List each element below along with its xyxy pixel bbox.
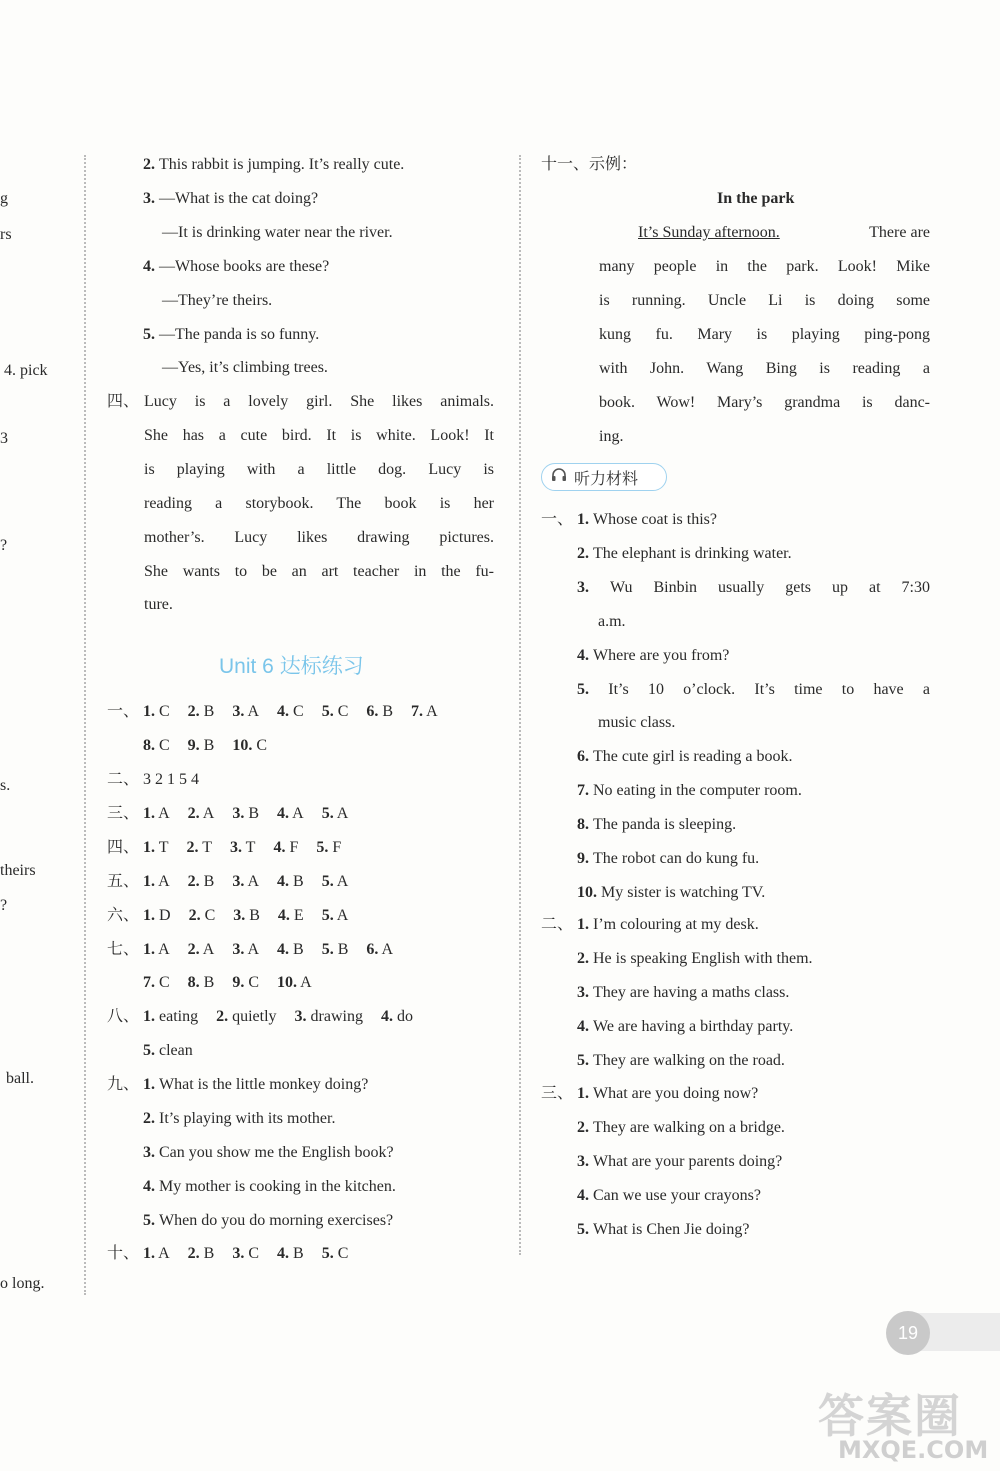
answer-item: 3. drawing xyxy=(294,1008,363,1025)
listen1-line xyxy=(577,543,792,565)
answer-item: 10. A xyxy=(277,974,312,991)
left-fragment: ? xyxy=(0,897,8,914)
answer-item-num: 6. xyxy=(366,703,379,720)
listen1-num: 5. xyxy=(577,680,609,698)
part9-line-num: 4. xyxy=(143,1177,159,1195)
answer-item-num: 5. xyxy=(143,1042,155,1059)
answer-item-num: 3. xyxy=(233,907,246,924)
answer-item-num: 4. xyxy=(380,1008,393,1025)
answer-row xyxy=(143,1006,413,1028)
part9-line-num: 3. xyxy=(143,1143,159,1161)
answer-item: 5. A xyxy=(321,805,349,822)
answer-item: 4. B xyxy=(277,1245,304,1262)
answer-item: 1. A xyxy=(143,941,170,958)
answer-item: 4. E xyxy=(277,907,304,924)
answer-item: 2. T xyxy=(186,839,212,856)
answer-item-num: 7. xyxy=(143,974,155,991)
watermark-sub: MXQE.COM xyxy=(838,1436,989,1464)
listen2-num: 3. xyxy=(577,983,593,1001)
part9-line xyxy=(143,1108,335,1130)
answer-item-num: 4. xyxy=(277,703,290,720)
answer-item: 7. A xyxy=(411,703,438,720)
answer-row-label: 二、 xyxy=(107,771,140,788)
listen1-text: It’s 10 o’clock. It’s time to have a xyxy=(608,680,930,698)
answer-row xyxy=(143,837,341,859)
listen1-text: The robot can do kung fu. xyxy=(593,850,760,867)
answer-item-num: 2. xyxy=(187,805,200,822)
part9-line-num: 2. xyxy=(143,1109,159,1127)
listen1-num: 4. xyxy=(577,646,593,664)
part3-line-text: —They’re theirs. xyxy=(162,291,273,309)
answer-item: 5. A xyxy=(321,873,349,890)
part3-line xyxy=(143,324,319,346)
answer-row xyxy=(143,701,438,723)
answer-item: 4. F xyxy=(273,839,299,856)
answer-row xyxy=(143,905,348,927)
listen3-line xyxy=(577,1151,782,1173)
listen1-text: The cute girl is reading a book. xyxy=(593,748,793,766)
watermark-logo xyxy=(810,1380,1000,1471)
listen1-text: a.m. xyxy=(598,612,626,630)
listen3-text: What are you doing now? xyxy=(593,1085,759,1102)
listen1-line xyxy=(577,679,930,701)
answer-item-num: 3. xyxy=(232,805,245,822)
answer-item: 3. C xyxy=(232,1245,260,1262)
part9-line-text: My mother is cooking in the kitchen. xyxy=(159,1177,396,1195)
answer-item: 6. A xyxy=(366,941,394,958)
answer-item-num: 7. xyxy=(411,703,424,720)
listen1-line xyxy=(577,882,765,904)
part3-line xyxy=(162,290,272,312)
listen1-text: music class. xyxy=(598,714,676,732)
answer-item: 1. A xyxy=(143,1245,170,1262)
answer-item: 3. A xyxy=(232,941,260,958)
listen1-line xyxy=(577,645,729,667)
answer-item-num: 2. xyxy=(187,941,200,958)
watermark-main: 答案圈 xyxy=(818,1389,962,1443)
answer-item: 1. C xyxy=(143,703,170,720)
listen1-text: No eating in the computer room. xyxy=(593,782,802,800)
left-fragment: o long. xyxy=(0,1275,45,1292)
listen2-num: 2. xyxy=(577,949,593,967)
essay-line: kung fu. Mary is playing ping-pong xyxy=(599,325,930,343)
left-fragment: g xyxy=(0,190,8,207)
answer-item-num: 2. xyxy=(186,839,199,856)
part3-line xyxy=(143,154,404,176)
answer-item: 2. C xyxy=(188,907,216,924)
answer-item: 3 2 1 5 4 xyxy=(143,771,199,788)
part9-line-text: Can you show me the English book? xyxy=(159,1143,394,1161)
listen2-line xyxy=(577,982,789,1004)
answer-item-num: 5. xyxy=(321,873,334,890)
part3-line-text: —Yes, it’s climbing trees. xyxy=(162,359,328,377)
essay-line: with John. Wang Bing is reading a xyxy=(599,359,930,377)
answer-item-num: 3. xyxy=(232,941,245,958)
part3-line xyxy=(143,256,329,278)
listen3-num: 5. xyxy=(577,1220,593,1238)
listen2-num: 5. xyxy=(577,1051,593,1069)
answer-row-label: 四、 xyxy=(107,839,140,856)
listening-material-label: 听力材料 xyxy=(574,468,639,488)
column-divider-left xyxy=(84,155,86,1295)
listen1-num: 7. xyxy=(577,782,593,800)
answer-item-num: 1. xyxy=(143,839,155,856)
answer-item: 4. B xyxy=(277,941,304,958)
answer-item-num: 4. xyxy=(277,805,290,822)
answer-item-num: 5. xyxy=(321,1245,334,1262)
listen2-num: 4. xyxy=(577,1017,593,1035)
answer-item: 4. C xyxy=(277,703,304,720)
listen1-text: The panda is sleeping. xyxy=(593,816,737,834)
listen2-text: We are having a birthday party. xyxy=(593,1017,794,1035)
listen3-num: 1. xyxy=(577,1085,593,1102)
answer-item-num: 4. xyxy=(273,839,286,856)
left-fragment: 3 xyxy=(0,430,8,447)
answer-item: 3. B xyxy=(232,805,260,822)
answer-item: 7. C xyxy=(143,974,170,991)
listen3-num: 3. xyxy=(577,1152,593,1170)
listen2-label: 二、 xyxy=(541,916,574,933)
listen2-text: They are having a maths class. xyxy=(593,983,790,1001)
listen1-line xyxy=(577,746,793,768)
answer-item-num: 2. xyxy=(187,703,200,720)
listen3-line xyxy=(577,1083,758,1105)
answer-row xyxy=(143,803,348,825)
page-number: 19 xyxy=(886,1311,930,1355)
listen2-text: They are walking on the road. xyxy=(593,1051,785,1069)
answer-item: 3. A xyxy=(232,703,260,720)
left-fragment: rs xyxy=(0,226,12,243)
answer-item-num: 1. xyxy=(143,1245,155,1262)
answer-item: 8. B xyxy=(187,974,215,991)
answer-item-num: 2. xyxy=(187,1245,200,1262)
listen1-num: 10. xyxy=(577,883,601,901)
listen1-text: Whose coat is this? xyxy=(593,511,717,528)
part4-label: 四、 xyxy=(107,393,140,410)
answer-item-num: 3. xyxy=(229,839,242,856)
answer-item: 3. T xyxy=(229,839,256,856)
listen1-text: Where are you from? xyxy=(593,646,730,664)
answer-item-num: 3. xyxy=(294,1008,307,1025)
answer-row xyxy=(143,1040,193,1062)
part3-line-num: 3. xyxy=(143,189,159,207)
unit-6-title: Unit 6 达标练习 xyxy=(219,655,364,678)
part9-line-text: When do you do morning exercises? xyxy=(159,1211,394,1229)
listen2-line xyxy=(577,948,813,970)
listen1-num: 2. xyxy=(577,544,593,562)
listen1-num: 9. xyxy=(577,850,593,867)
answer-row-label: 一、 xyxy=(107,703,140,720)
listen1-line xyxy=(598,611,626,633)
answer-item-num: 1. xyxy=(143,805,155,822)
answer-item-num: 10. xyxy=(232,737,253,754)
essay-line: is running. Uncle Li is doing some xyxy=(599,291,930,309)
part9-line xyxy=(143,1074,368,1096)
part9-line-label: 九、 xyxy=(107,1076,140,1093)
part3-line-text: —It is drinking water near the river. xyxy=(162,223,393,241)
answer-item: 9. B xyxy=(187,737,215,754)
answer-item-num: 9. xyxy=(232,974,245,991)
part4-paragraph-line: Lucy is a lovely girl. She likes animals. xyxy=(144,393,494,410)
answer-item-num: 4. xyxy=(277,941,290,958)
listen3-line xyxy=(577,1117,785,1139)
part3-line-num: 4. xyxy=(143,257,159,275)
answer-row xyxy=(143,735,267,757)
answer-item-num: 1. xyxy=(143,941,155,958)
answer-item: 1. eating xyxy=(143,1008,199,1025)
listen1-line xyxy=(577,780,802,802)
answer-item-num: 2. xyxy=(187,873,200,890)
answer-item-num: 4. xyxy=(277,873,290,890)
part4-paragraph-line: She has a cute bird. It is white. Look! It xyxy=(144,426,494,444)
part3-line-text: —Whose books are these? xyxy=(159,257,330,275)
answer-item: 5. clean xyxy=(143,1042,193,1059)
answer-row xyxy=(143,769,199,791)
listen3-text: Can we use your crayons? xyxy=(593,1186,761,1204)
part9-line-num: 1. xyxy=(143,1076,159,1093)
answer-item-num: 1. xyxy=(143,907,155,924)
part10-answers xyxy=(143,1243,348,1265)
listen3-line xyxy=(577,1219,749,1241)
answer-item: 5. C xyxy=(321,703,349,720)
part3-line-text: —The panda is so funny. xyxy=(159,325,320,343)
listen3-num: 4. xyxy=(577,1186,593,1204)
part4-paragraph-line: ture. xyxy=(144,596,173,614)
answer-item: 2. A xyxy=(187,941,215,958)
answer-item: 1. A xyxy=(143,805,170,822)
listen3-text: They are walking on a bridge. xyxy=(593,1118,785,1136)
part9-line xyxy=(143,1210,393,1232)
answer-item-num: 9. xyxy=(187,737,200,754)
answer-row-label: 三、 xyxy=(107,805,140,822)
headphones-icon xyxy=(550,466,568,488)
answer-item-num: 5. xyxy=(316,839,329,856)
answer-item: 3. B xyxy=(233,907,260,924)
listen3-text: What is Chen Jie doing? xyxy=(593,1220,750,1238)
listen3-label: 三、 xyxy=(541,1085,574,1102)
listen2-line xyxy=(577,1016,793,1038)
listen1-line xyxy=(577,509,717,531)
answer-item-num: 2. xyxy=(188,907,201,924)
answer-item-num: 5. xyxy=(321,907,334,924)
answer-item: 6. B xyxy=(366,703,394,720)
listen1-num: 8. xyxy=(577,816,593,834)
listen1-text: My sister is watching TV. xyxy=(601,883,766,901)
essay-line: book. Wow! Mary’s grandma is danc- xyxy=(599,393,930,411)
essay-title: In the park xyxy=(717,190,795,207)
answer-item-num: 5. xyxy=(321,805,334,822)
listen1-num: 6. xyxy=(577,748,593,766)
part4-paragraph-line: mother’s. Lucy likes drawing pictures. xyxy=(144,528,494,546)
part3-line-text: —What is the cat doing? xyxy=(159,189,319,207)
answer-item: 10. C xyxy=(232,737,268,754)
listen3-text: What are your parents doing? xyxy=(593,1152,783,1170)
left-fragment: ? xyxy=(0,537,8,554)
answer-row xyxy=(143,972,312,994)
listen1-text: The elephant is drinking water. xyxy=(593,544,792,562)
listen3-line xyxy=(577,1185,761,1207)
answer-item-num: 3. xyxy=(232,873,245,890)
answer-item: 1. T xyxy=(143,839,169,856)
listen2-text: He is speaking English with them. xyxy=(593,949,813,967)
essay-first-line xyxy=(638,222,930,244)
left-fragment: s. xyxy=(0,777,11,794)
listen2-line xyxy=(577,914,759,936)
answer-row-label: 七、 xyxy=(107,941,140,958)
essay-line: ing. xyxy=(599,427,624,445)
part4-paragraph-line: reading a storybook. The book is her xyxy=(144,494,494,512)
answer-item-num: 8. xyxy=(187,974,200,991)
part4-paragraph-line: She wants to be an art teacher in the fu- xyxy=(144,562,494,580)
answer-row-label: 五、 xyxy=(107,873,140,890)
listen3-num: 2. xyxy=(577,1118,593,1136)
answer-item: 2. B xyxy=(187,703,215,720)
answer-item: 2. quietly xyxy=(216,1008,277,1025)
listen1-num: 1. xyxy=(577,511,593,528)
answer-item-num: 3. xyxy=(232,1245,245,1262)
answer-item: 2. A xyxy=(187,805,215,822)
answer-item: 2. B xyxy=(187,873,215,890)
answer-item-num: 1. xyxy=(143,703,155,720)
answer-item: 2. B xyxy=(187,1245,215,1262)
part3-line xyxy=(143,188,318,210)
part9-line-num: 5. xyxy=(143,1211,159,1229)
listen2-text: I’m colouring at my desk. xyxy=(593,916,759,933)
listen2-num: 1. xyxy=(577,916,593,933)
answer-row-label: 六、 xyxy=(107,907,140,924)
part9-line-text: It’s playing with its mother. xyxy=(159,1109,336,1127)
answer-item: 5. A xyxy=(321,907,349,924)
answer-item-num: 6. xyxy=(366,941,379,958)
answer-row-label: 八、 xyxy=(107,1008,140,1025)
part3-line-num: 2. xyxy=(143,156,159,173)
part10-label: 十、 xyxy=(107,1245,140,1262)
answer-item: 4. B xyxy=(277,873,304,890)
answer-item-num: 4. xyxy=(277,907,290,924)
listen1-line xyxy=(598,712,675,734)
answer-item-num: 3. xyxy=(232,703,245,720)
listen1-num: 3. xyxy=(577,578,610,596)
answer-item-num: 10. xyxy=(277,974,298,991)
answer-item: 3. A xyxy=(232,873,260,890)
part9-line xyxy=(143,1142,394,1164)
part4-paragraph-line: is playing with a little dog. Lucy is xyxy=(144,460,494,478)
listening-material-badge xyxy=(541,463,667,491)
left-fragment: 4. pick xyxy=(4,362,48,379)
listen1-text: Wu Binbin usually gets up at 7:30 xyxy=(610,578,930,596)
answer-item: 9. C xyxy=(232,974,260,991)
listen1-line xyxy=(577,848,759,870)
column-divider-right xyxy=(519,155,521,1255)
part9-line xyxy=(143,1176,396,1198)
answer-row xyxy=(143,939,393,961)
left-fragment: theirs xyxy=(0,862,36,879)
essay-first-underlined: It’s Sunday afternoon. xyxy=(638,224,780,241)
answer-row xyxy=(143,871,348,893)
answer-item-num: 5. xyxy=(321,703,334,720)
essay-line: many people in the park. Look! Mike xyxy=(599,258,930,275)
answer-item: 4. A xyxy=(277,805,304,822)
listen2-line xyxy=(577,1050,785,1072)
answer-item-num: 5. xyxy=(321,941,334,958)
answer-item: 5. C xyxy=(321,1245,349,1262)
part3-line-num: 5. xyxy=(143,325,159,343)
answer-item: 4. do xyxy=(380,1008,413,1025)
answer-item: 1. A xyxy=(143,873,170,890)
listen1-line xyxy=(577,577,930,599)
part9-line-text: What is the little monkey doing? xyxy=(159,1076,369,1093)
answer-item-num: 1. xyxy=(143,873,155,890)
answer-item: 5. F xyxy=(316,839,342,856)
answer-item-num: 2. xyxy=(216,1008,229,1025)
answer-item: 5. B xyxy=(321,941,349,958)
answer-item-num: 8. xyxy=(143,737,155,754)
part3-line xyxy=(162,222,393,244)
part3-line-text: This rabbit is jumping. It’s really cute. xyxy=(159,156,405,173)
essay-first-rest: There are xyxy=(869,224,930,241)
listen1-label: 一、 xyxy=(541,511,574,528)
answer-item-num: 1. xyxy=(143,1008,155,1025)
answer-item-num: 4. xyxy=(277,1245,290,1262)
part3-line xyxy=(162,357,328,379)
left-fragment: ball. xyxy=(6,1070,34,1087)
part11-label: 十一、示例： xyxy=(541,156,638,173)
answer-item: 1. D xyxy=(143,907,171,924)
listen1-line xyxy=(577,814,736,836)
answer-item: 8. C xyxy=(143,737,170,754)
